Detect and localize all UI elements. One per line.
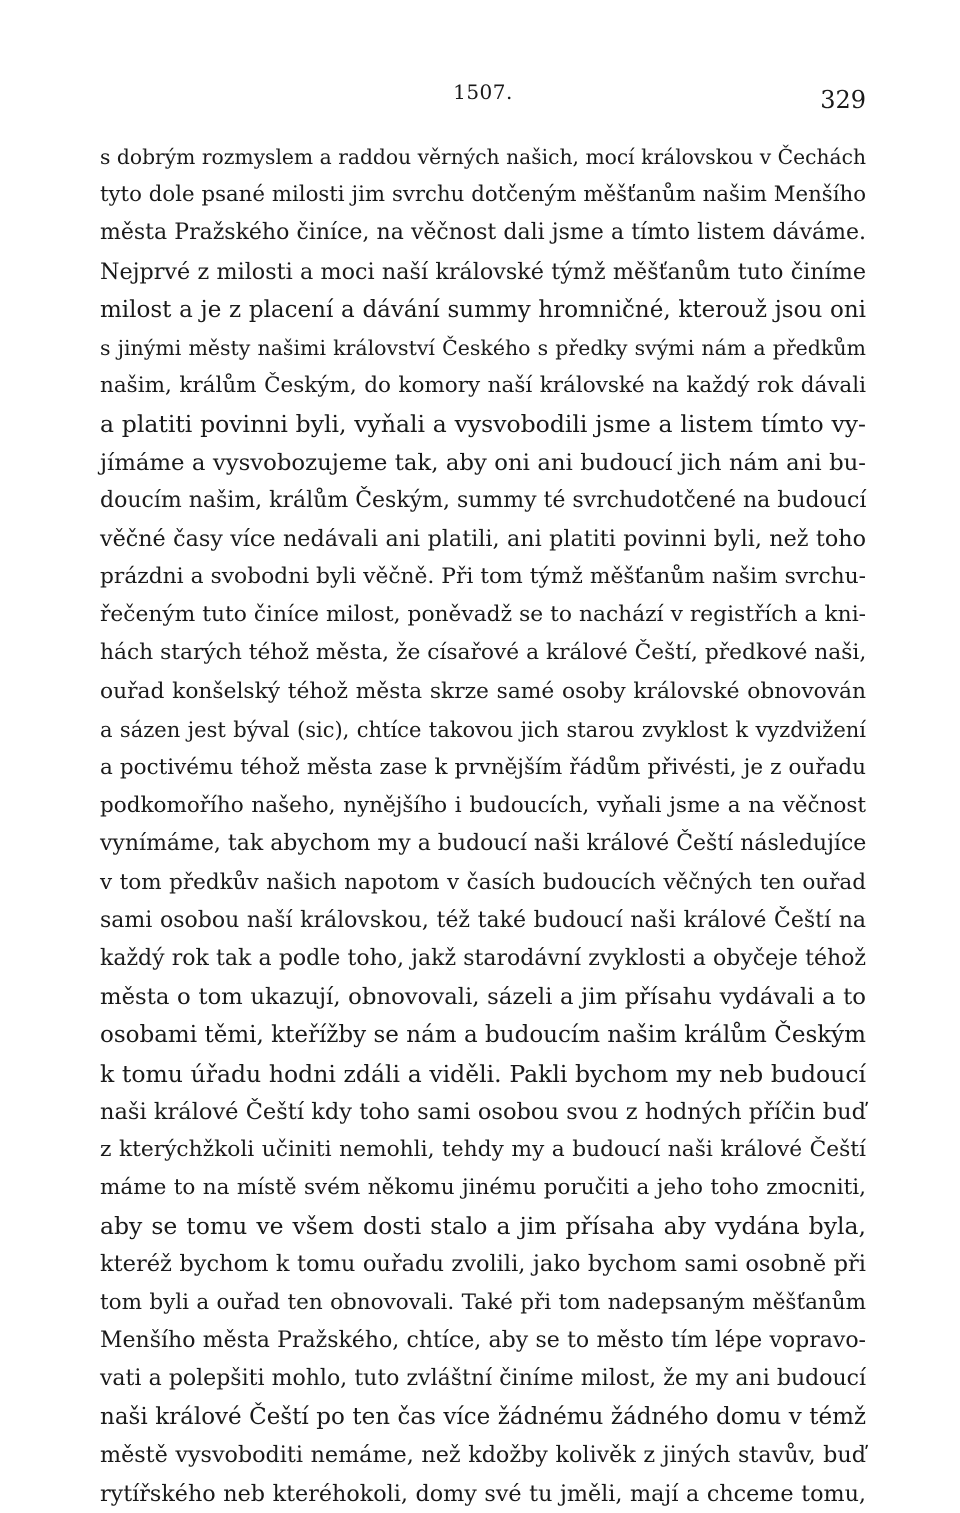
text-line: Nejprvé z milosti a moci naší královské týmž měšťanům tuto činíme [100, 258, 866, 285]
text-line: hách starých téhož města, že císařové a králové Čeští, předkové naši, [100, 640, 867, 666]
text-line: s jinými městy našimi království Českého s předky svými nám a předkům [100, 335, 866, 360]
text-line: naši králové Čeští kdy toho sami osobou svou z hodných příčin buď [100, 1098, 866, 1125]
text-line: a poctivému téhož města zase k prvnějším řádům přivésti, je z ouřadu [100, 755, 866, 780]
text-line: a platiti povinni byli, vyňali a vysvobodili jsme a listem tímto vy- [100, 410, 866, 439]
text-line: naši králové Čeští po ten čas více žádnému žádného domu v témž [100, 1404, 866, 1431]
text-line: k tomu úřadu hodni zdáli a viděli. Pakli bychom my neb budoucí [100, 1059, 866, 1088]
text-line: aby se tomu ve všem dosti stalo a jim přísaha aby vydána byla, [100, 1212, 866, 1241]
text-line: a sázen jest býval (sic), chtíce takovou jich starou zvyklost k vyzdvižení [100, 717, 866, 742]
text-line: podkomořího našeho, nynějšího i budoucích, vyňali jsme a na věčnost [100, 793, 866, 819]
text-line: ouřad konšelský téhož města skrze samé osoby královské obnovován [100, 678, 866, 704]
text-line: osobami těmi, kteřížby se nám a budoucím našim králům Českým [100, 1022, 866, 1049]
page-number: 329 [820, 86, 866, 114]
text-line: v tom předkův našich napotom v časích budoucích věčných ten ouřad [100, 869, 866, 895]
body-text [100, 138, 866, 1513]
text-line: prázdni a svobodni byli věčně. Při tom týmž měšťanům našim svrchu- [100, 564, 866, 590]
text-line: máme to na místě svém někomu jinému poručiti a jeho toho zmocniti, [100, 1175, 866, 1201]
text-line: jímáme a vysvobozujeme tak, aby oni ani budoucí jich nám ani bu- [100, 449, 866, 476]
text-line: vati a polepšiti mohlo, tuto zvláštní činíme milost, že my ani budoucí [100, 1366, 866, 1391]
text-line: městě vysvoboditi nemáme, než kdožby kolivěk z jiných stavův, buď [100, 1442, 866, 1469]
text-line: milost a je z placení a dávání summy hromničné, kterouž jsou oni [100, 296, 866, 323]
text-line: tyto dole psané milosti jim svrchu dotčeným měšťanům našim Menšího [100, 182, 866, 208]
text-line: doucím našim, králům Českým, summy té svrchudotčené na budoucí [100, 487, 867, 513]
running-head [100, 80, 866, 114]
text-line: města Pražského činíce, na věčnost dali jsme a tímto listem dáváme. [100, 220, 866, 246]
text-line: řečeným tuto činíce milost, poněvadž se to nachází v registřích a kni- [100, 602, 866, 628]
text-line: vynímáme, tak abychom my a budoucí naši králové Čeští následujíce [100, 831, 867, 857]
text-line: Menšího města Pražského, chtíce, aby se to město tím lépe vopravo- [100, 1327, 866, 1353]
page-year: 1507. [453, 80, 513, 104]
text-line: tom byli a ouřad ten obnovovali. Také při tom nadepsaným měšťanům [100, 1289, 866, 1315]
text-line: věčné časy více nedávali ani platili, ani platiti povinni byli, než toho [100, 525, 866, 552]
text-line: našim, králům Českým, do komory naší královské na každý rok dávali [100, 373, 866, 399]
text-line: z kterýchžkoli učiniti nemohli, tehdy my a budoucí naši králové Čeští [100, 1136, 866, 1162]
text-line: s dobrým rozmyslem a raddou věrných našich, mocí královskou v Čechách [100, 145, 866, 169]
text-line: města o tom ukazují, obnovovali, sázeli a jim přísahu vydávali a to [100, 984, 866, 1011]
text-line: sami osobou naší královskou, též také budoucí naši králové Čeští na [100, 907, 866, 933]
text-line: každý rok tak a podle toho, jakž starodávní zvyklosti a obyčeje téhož [100, 945, 866, 971]
text-line: kteréž bychom k tomu ouřadu zvolili, jako bychom sami osobně při [100, 1251, 866, 1278]
text-line: rytířského neb kteréhokoli, domy své tu jměli, mají a chceme tomu, [100, 1480, 866, 1507]
